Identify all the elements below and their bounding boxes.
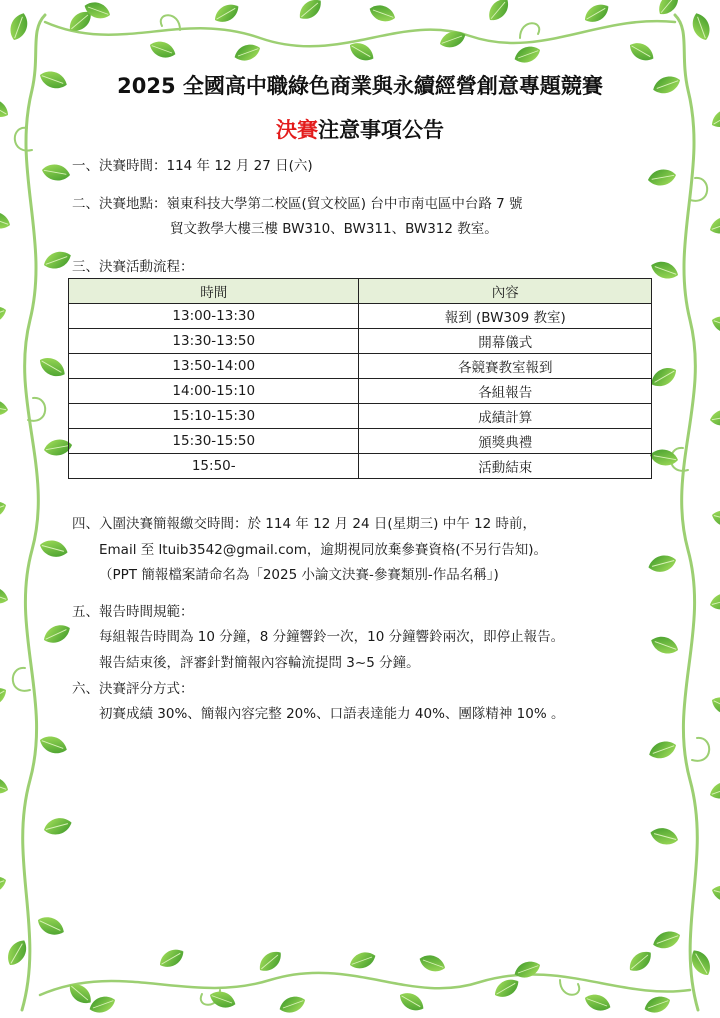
section-text: 於 114 年 12 月 24 日(星期三) 中午 12 時前，	[247, 516, 536, 532]
table-row	[69, 404, 652, 429]
section-finals-time	[72, 157, 313, 175]
scoring-line: 初賽成績 30%、簡報內容完整 20%、口語表達能力 40%、團隊精神 10% 。	[99, 706, 565, 722]
table-row	[69, 429, 652, 454]
page-subtitle	[0, 114, 720, 144]
report-rule-line-1: 每組報告時間為 10 分鐘，8 分鐘響鈴一次，10 分鐘響鈴兩次，即停止報告。	[99, 629, 565, 645]
time-cell: 15:10-15:30	[69, 404, 359, 429]
section-text: 114 年 12 月 27 日(六)	[166, 158, 313, 174]
time-cell: 14:00-15:10	[69, 379, 359, 404]
section-report-rules: 五、報告時間規範：	[72, 604, 194, 620]
subtitle-highlight: 決賽	[276, 118, 318, 142]
time-cell: 15:50-	[69, 454, 359, 479]
section-submission-deadline	[72, 515, 536, 533]
content-cell: 開幕儀式	[359, 329, 652, 354]
content-cell: 各組報告	[359, 379, 652, 404]
report-rule-line-2: 報告結束後，評審針對簡報內容輪流提問 3~5 分鐘。	[99, 655, 420, 671]
table-header-row	[69, 279, 652, 304]
content-cell: 成績計算	[359, 404, 652, 429]
page-title: 2025 全國高中職綠色商業與永續經營創意專題競賽	[117, 74, 603, 98]
table-row	[69, 329, 652, 354]
section-label: 二、決賽地點：	[72, 196, 167, 212]
section-label: 四、入圍決賽簡報繳交時間：	[72, 516, 248, 532]
submission-naming-line: （PPT 簡報檔案請命名為「2025 小論文決賽-參賽類別-作品名稱」)	[99, 567, 499, 583]
time-cell: 13:50-14:00	[69, 354, 359, 379]
column-header-time: 時間	[69, 279, 359, 304]
content-cell: 活動結束	[359, 454, 652, 479]
time-cell: 13:30-13:50	[69, 329, 359, 354]
section-scoring: 六、決賽評分方式：	[72, 681, 194, 697]
time-cell: 13:00-13:30	[69, 304, 359, 329]
section-label: 一、決賽時間：	[72, 158, 167, 174]
column-header-content: 內容	[359, 279, 652, 304]
section-schedule: 三、決賽活動流程：	[72, 259, 194, 275]
content-cell: 頒獎典禮	[359, 429, 652, 454]
submission-email-line: Email 至 ltuib3542@gmail.com，逾期視同放棄參賽資格(不另行告知)。	[99, 542, 547, 558]
table-row	[69, 304, 652, 329]
subtitle-rest: 注意事項公告	[318, 118, 444, 142]
time-cell: 15:30-15:50	[69, 429, 359, 454]
table-row	[69, 354, 652, 379]
content-cell: 報到 (BW309 教室)	[359, 304, 652, 329]
content-cell: 各競賽教室報到	[359, 354, 652, 379]
venue-line-2: 貿文教學大樓三樓 BW310、BW311、BW312 教室。	[170, 221, 498, 237]
section-finals-venue	[72, 195, 523, 213]
section-text: 嶺東科技大學第二校區(貿文校區) 台中市南屯區中台路 7 號	[166, 196, 523, 212]
table-row	[69, 454, 652, 479]
schedule-table	[68, 278, 652, 479]
table-row	[69, 379, 652, 404]
